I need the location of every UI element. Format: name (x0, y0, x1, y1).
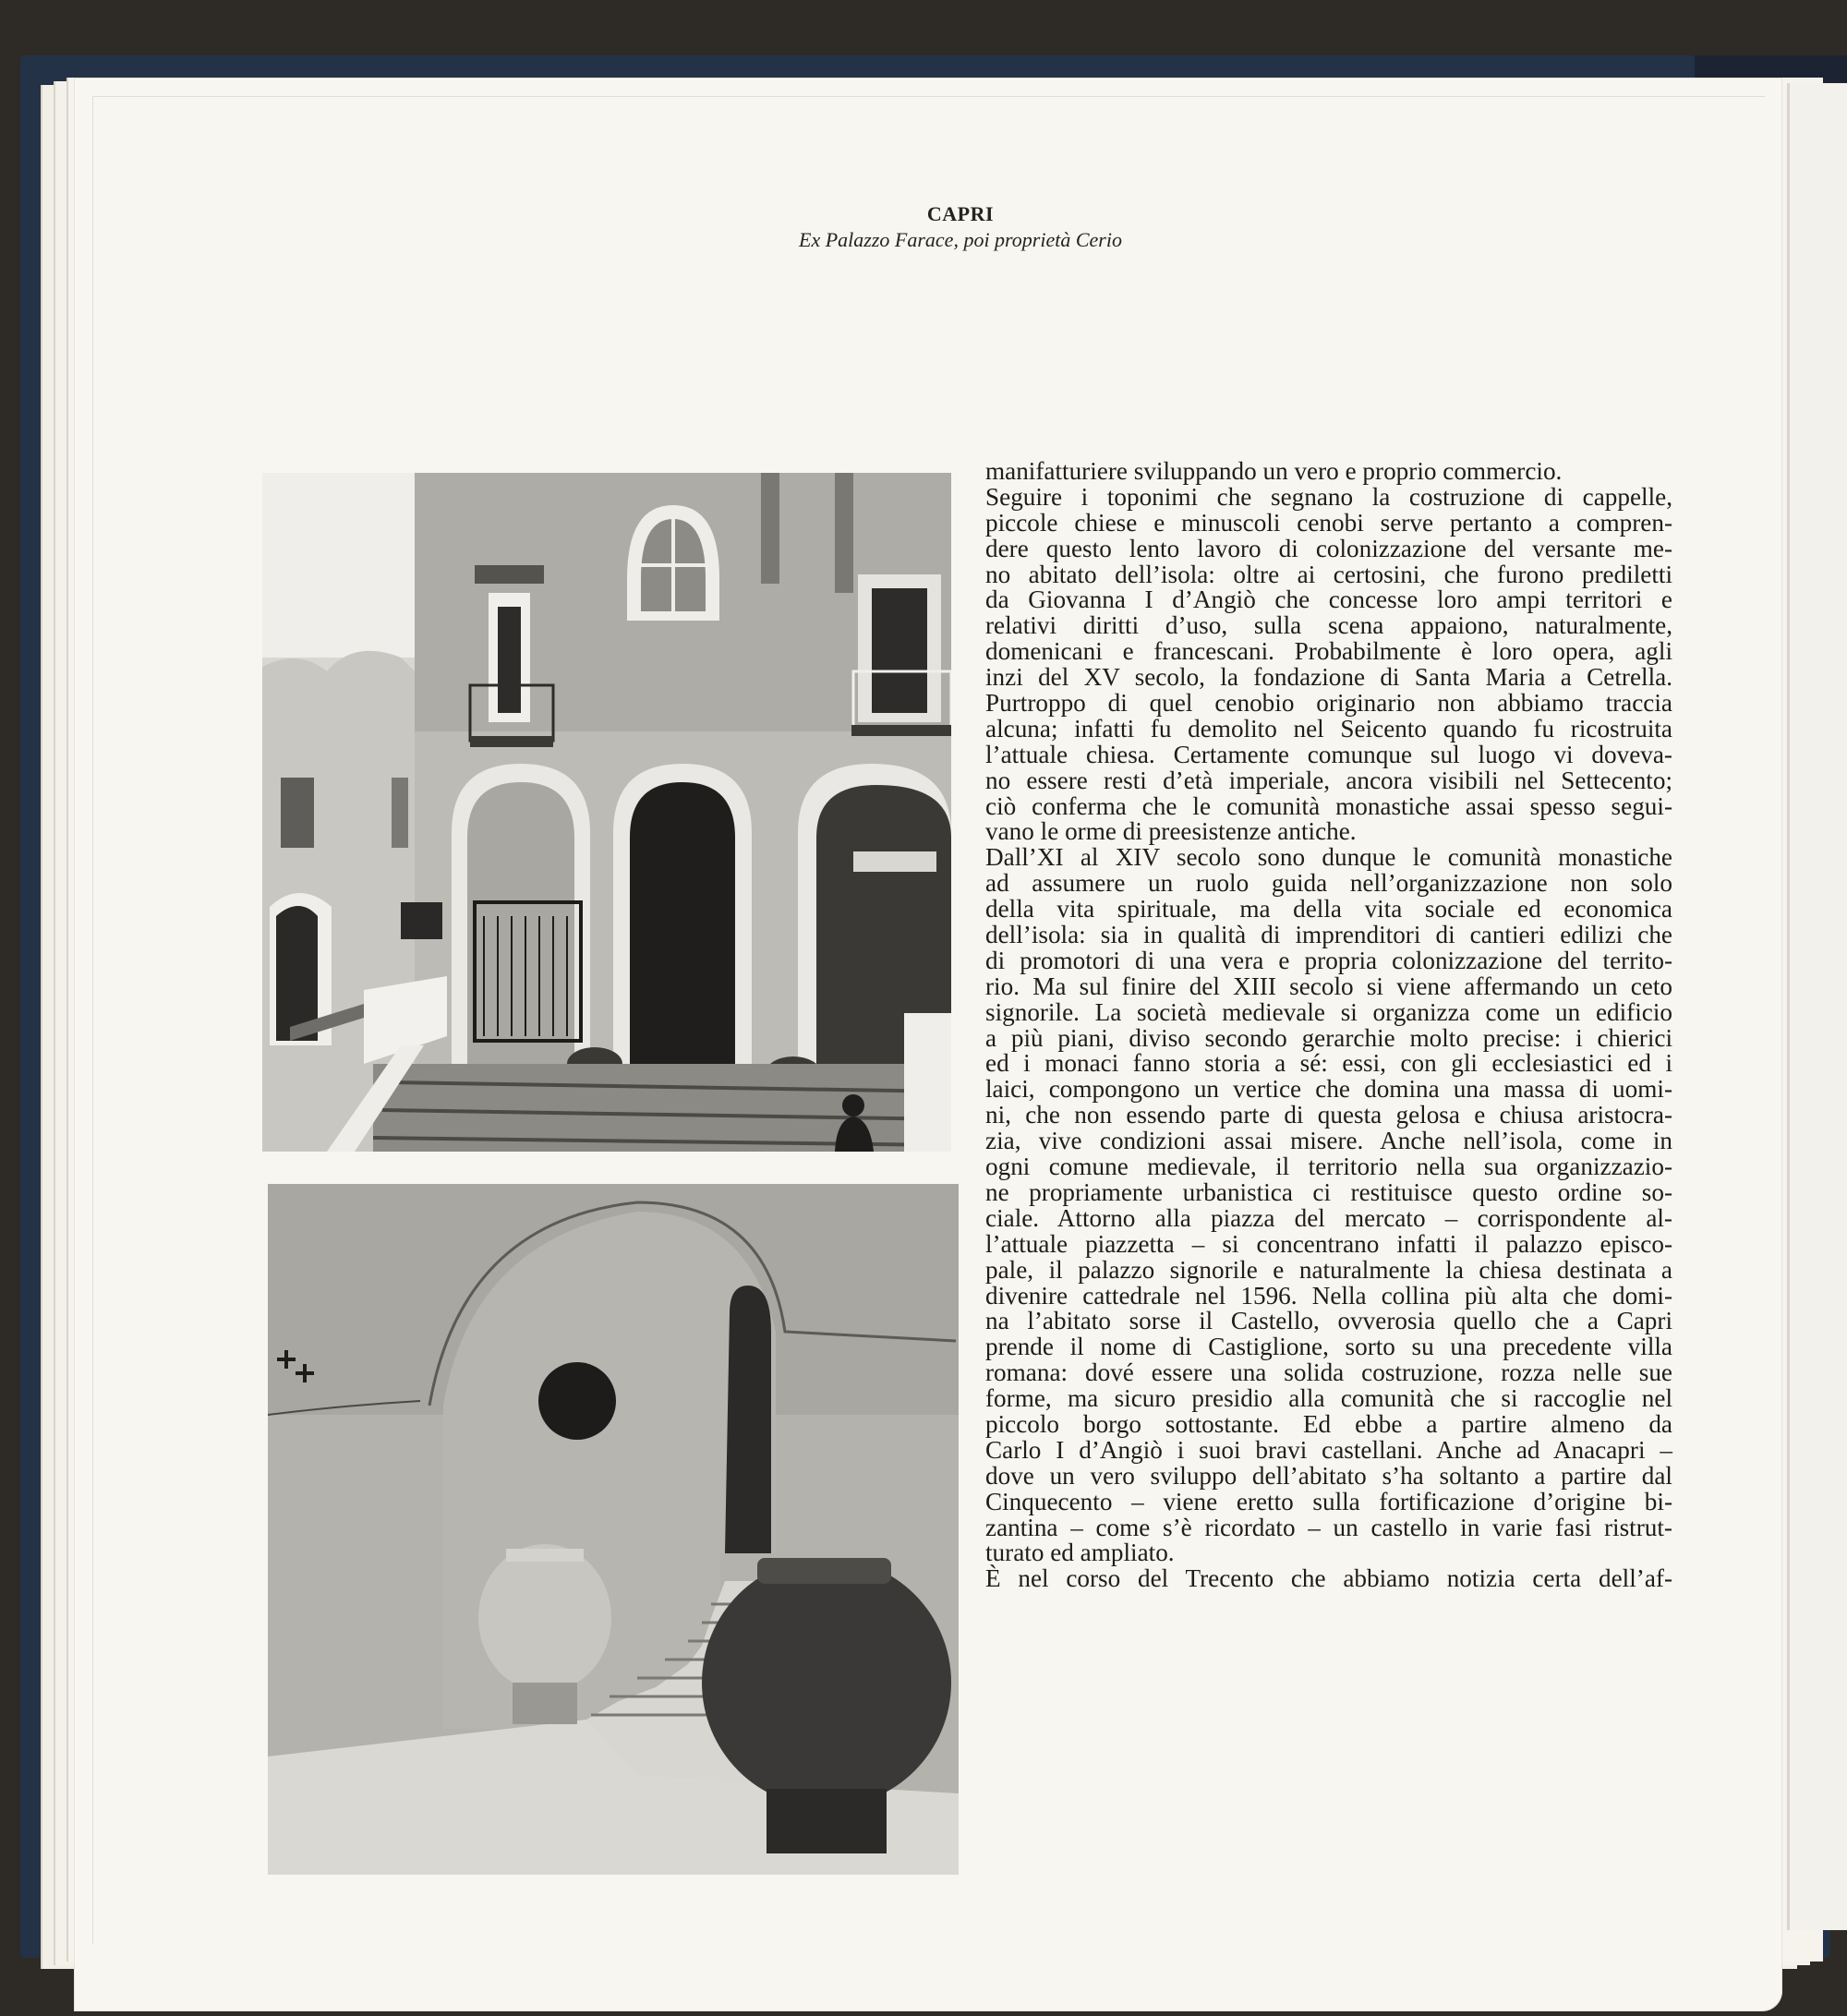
body-text-line: ciò conferma che le comunità monastiche assai spesso segui- (985, 791, 1672, 820)
body-text-line: Dall’XI al XIV secolo sono dunque le comunità monastiche (985, 843, 1672, 872)
body-text-line: alcuna; infatti fu demolito nel Seicento quando fu ricostruita (985, 714, 1672, 742)
body-text-line: vano le orme di preesistenze antiche. (985, 817, 1357, 846)
body-text-line: da Giovanna I d’Angiò che concesse loro ampi territori e (985, 585, 1672, 614)
photo-courtyard-jars (268, 1184, 959, 1875)
body-text-line: piccole chiese e minuscoli cenobi serve pertanto a compren- (985, 508, 1672, 537)
body-text-line: l’attuale piazzetta – si concentrano infatti il palazzo episco- (985, 1229, 1672, 1258)
body-text-line: ne propriamente urbanistica ci restituisce questo ordine so- (985, 1177, 1672, 1206)
photo-palazzo-facade (262, 473, 951, 1152)
body-text-line: Cinquecento – viene eretto sulla fortificazione d’origine bi- (985, 1487, 1672, 1515)
body-text-line: prende il nome di Castiglione, sorto su una precedente villa (985, 1333, 1672, 1361)
body-text-line: domenicani e francescani. Probabilmente è loro opera, agli (985, 637, 1672, 666)
body-text-line: na l’abitato sorse il Castello, ovverosia quello che a Capri (985, 1307, 1672, 1335)
body-text-line: divenire cattedrale nel 1596. Nella collina più alta che domi- (985, 1281, 1672, 1310)
body-text-line: ni, che non essendo parte di questa gelosa e chiusa aristocra- (985, 1101, 1672, 1129)
body-text-line: no abitato dell’isola: oltre ai certosini, che furono prediletti (985, 560, 1672, 588)
body-text-line: ogni comune medievale, il territorio nella sua organizzazio- (985, 1153, 1672, 1181)
body-text-line: È nel corso del Trecento che abbiamo notizia certa dell’af- (985, 1564, 1672, 1593)
facade-illustration (262, 473, 951, 1152)
page-title: CAPRI (926, 202, 995, 225)
body-text-line: signorile. La società medievale si organizza come un edificio (985, 997, 1672, 1026)
body-text-line: piccolo borgo sottostante. Ed ebbe a partire almeno da (985, 1409, 1672, 1438)
body-text-line: zia, vive condizioni assai misere. Anche nell’isola, come in (985, 1127, 1672, 1155)
facing-page-edge (1787, 83, 1847, 1930)
body-text-line: ciale. Attorno alla piazza del mercato – corrispondente al- (985, 1203, 1672, 1232)
body-text-line: manifatturiere sviluppando un vero e proprio commercio. (985, 457, 1563, 485)
body-text-line: inzi del XV secolo, la fondazione di Santa Maria a Cetrella. (985, 663, 1672, 692)
body-text-line: ad assumere un ruolo guida nell’organizzazione non solo (985, 869, 1672, 898)
body-text-line: ed i monaci fanno storia a sé: essi, con gli ecclesiastici ed i (985, 1049, 1672, 1078)
body-text-line: romana: dové essere una solida costruzione, rozza nelle sue (985, 1358, 1672, 1387)
body-text-line: dove un vero sviluppo dell’abitato s’ha soltanto a partire dal (985, 1461, 1672, 1490)
body-text-line: relativi diritti d’uso, sulla scena appaiono, naturalmente, (985, 611, 1672, 640)
body-text-line: l’attuale chiesa. Certamente comunque sul luogo vi doveva- (985, 740, 1672, 768)
body-text-line: a più piani, diviso secondo gerarchie molto precise: i chierici (985, 1023, 1672, 1052)
courtyard-illustration (268, 1184, 959, 1875)
body-text-line: della vita spirituale, ma della vita sociale ed economica (985, 895, 1672, 923)
body-text-line: zantina – come s’è ricordato – un castello in varie fasi ristrut- (985, 1513, 1672, 1541)
body-text-line: Seguire i toponimi che segnano la costruzione di cappelle, (985, 482, 1672, 511)
page-subtitle: Ex Palazzo Farace, poi proprietà Cerio (799, 228, 1122, 251)
body-text-line: Purtroppo di quel cenobio originario non abbiamo traccia (985, 689, 1672, 718)
body-text-line: dere questo lento lavoro di colonizzazione del versante me- (985, 534, 1672, 562)
body-text-line: di promotori di una vera e propria colonizzazione del territo- (985, 946, 1672, 974)
body-text-line: pale, il palazzo signorile e naturalmente la chiesa destinata a (985, 1255, 1672, 1284)
body-text-line: rio. Ma sul finire del XIII secolo si viene affermando un ceto (985, 972, 1672, 1000)
body-text-line: no essere resti d’età imperiale, ancora visibili nel Settecento; (985, 766, 1672, 794)
body-text-line: forme, ma sicuro presidio alla comunità che si raccoglie nel (985, 1384, 1672, 1413)
body-text-line: dell’isola: sia in qualità di imprenditori di cantieri edilizi che (985, 921, 1672, 949)
body-text-line: Carlo I d’Angiò i suoi bravi castellani. Anche ad Anacapri – (985, 1435, 1672, 1464)
body-text-column (985, 459, 1672, 1592)
body-text-line: laici, compongono un vertice che domina una massa di uomi- (985, 1075, 1672, 1104)
body-text-line: turato ed ampliato. (985, 1539, 1175, 1567)
page-header (646, 201, 1274, 253)
